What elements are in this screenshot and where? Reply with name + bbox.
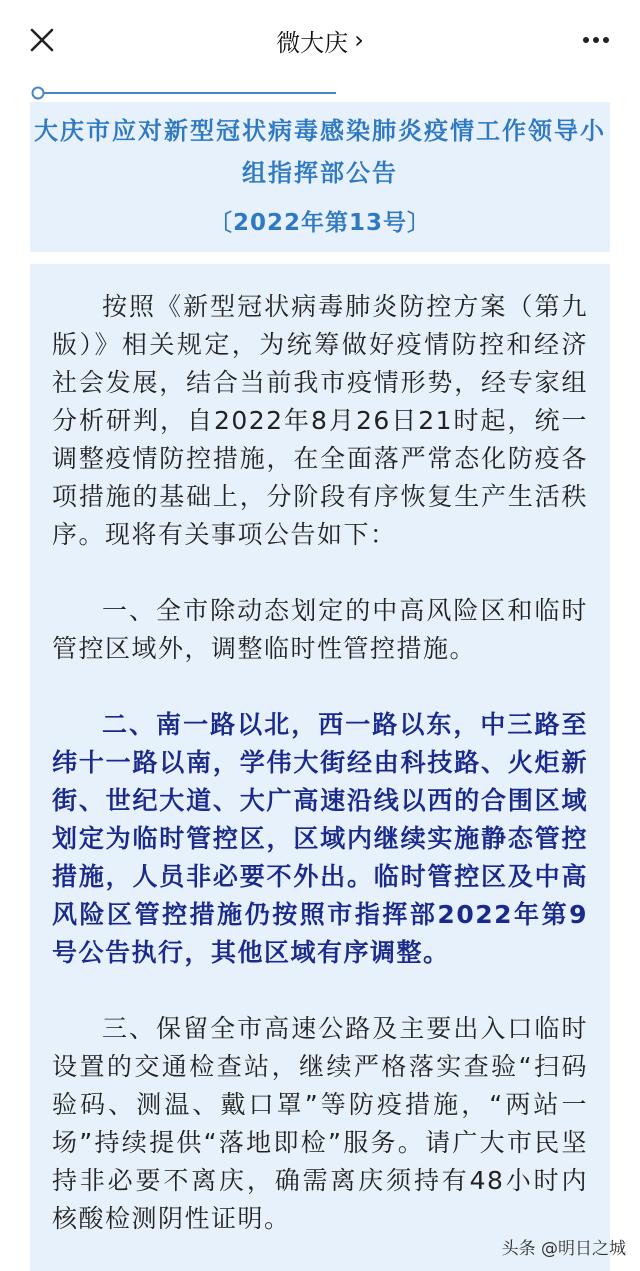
paragraph-item-2: 二、南一路以北，西一路以东，中三路至纬十一路以南，学伟大街经由科技路、火炬新街、世纪大道、大广高速沿线以西的合围区域划定为临时管控区，区域内继续实施静态管控措施，人员非必要不外出。临时管控区及中高风险区管控措施仍按照市指挥部2022年第9号公告执行，其他区域有序调整。 (52, 710, 588, 967)
more-icon (593, 37, 599, 43)
announcement-number: 〔2022年第13号〕 (208, 210, 432, 236)
account-name-link[interactable] (0, 22, 640, 58)
chevron-right-icon: › (354, 26, 364, 54)
watermark-text: 头条 @明日之城 (501, 1239, 626, 1259)
more-icon (603, 37, 609, 43)
paragraph-item-3: 三、保留全市高速公路及主要出入口临时设置的交通检查站，继续严格落实查验“扫码验码、测温、戴口罩”等防疫措施，“两站一场”持续提供“落地即检”服务。请广大市民坚持非必要不离庆，确需离庆须持有48小时内核酸检测阴性证明。 (52, 1014, 588, 1233)
more-button[interactable] (574, 22, 618, 58)
account-name: 微大庆 (276, 28, 349, 57)
paragraph-item-1: 一、全市除动态划定的中高风险区和临时管控区域外，调整临时性管控措施。 (52, 596, 588, 663)
source-watermark (502, 1234, 626, 1259)
decorative-line-icon (30, 86, 336, 100)
announcement-body (30, 264, 610, 1271)
top-navigation-bar (0, 0, 640, 80)
announcement-title: 大庆市应对新型冠状病毒感染肺炎疫情工作领导小组指挥部公告 (34, 117, 606, 187)
more-icon (583, 37, 589, 43)
paragraph-intro: 按照《新型冠状病毒肺炎防控方案（第九版）》相关规定，为统筹做好疫情防控和经济社会发展，结合当前我市疫情形势，经专家组分析研判，自2022年8月26日21时起，统一调整疫情防控措施，在全面落严常态化防疫各项措施的基础上，分阶段有序恢复生产生活秩序。现将有关事项公告如下： (52, 292, 588, 549)
announcement-header (30, 102, 610, 252)
